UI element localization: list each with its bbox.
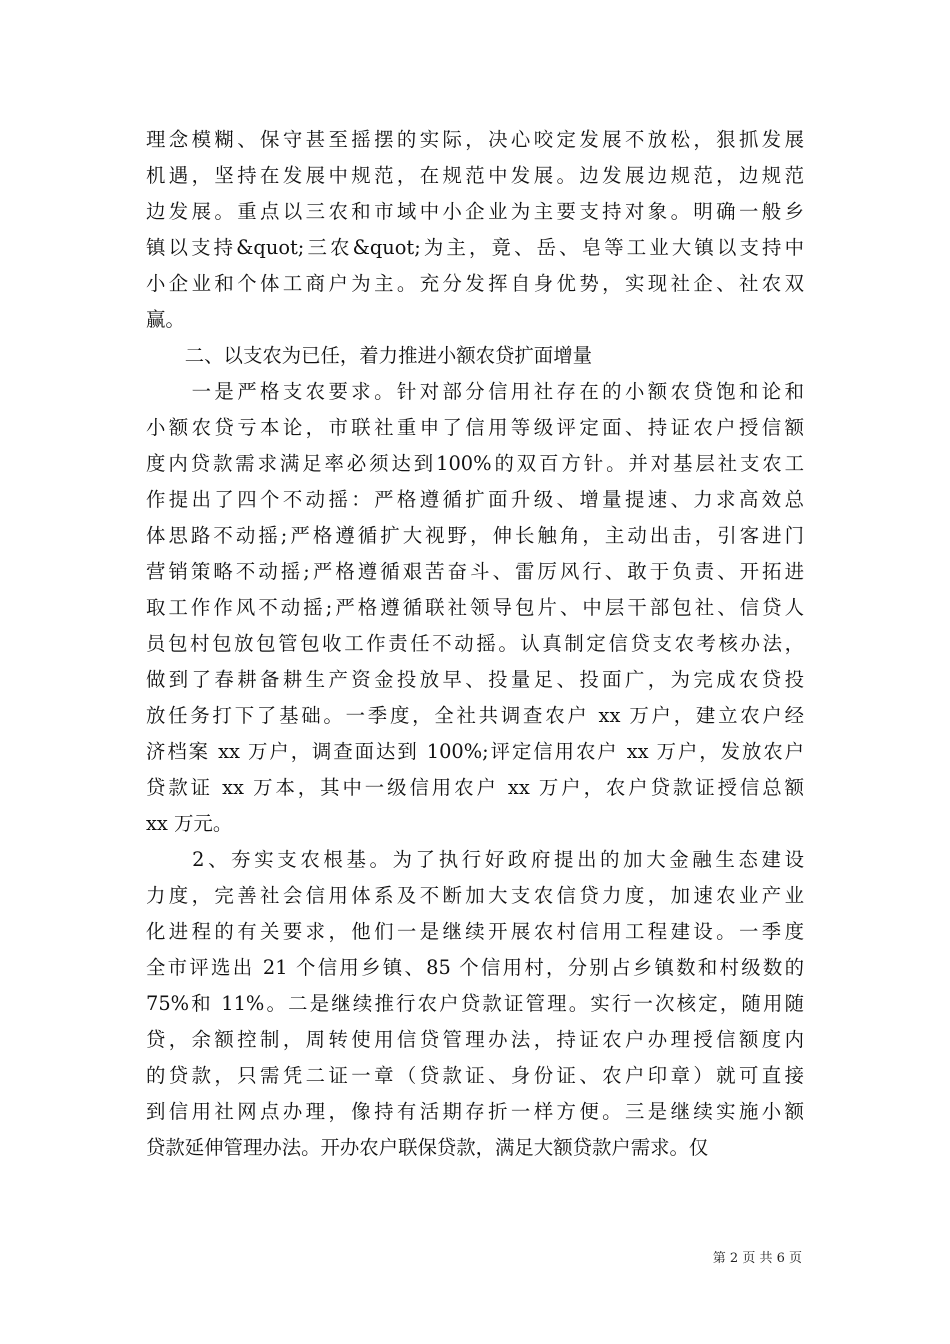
text-line: 理念模糊、保守甚至摇摆的实际，决心咬定发展不放松，狠抓发展 (146, 128, 804, 151)
text-line: 体思路不动摇;严格遵循扩大视野，伸长触角，主动出击，引客进门 (146, 524, 804, 547)
text-line: 小额农贷亏本论，市联社重申了信用等级评定面、持证农户授信额 (146, 416, 804, 439)
text-line: 济档案 xx 万户，调查面达到 100%;评定信用农户 xx 万户，发放农户 (146, 740, 804, 763)
paragraph-p3 (146, 374, 804, 842)
document-body (146, 122, 804, 1166)
text-line: 员包村包放包管包收工作责任不动摇。认真制定信贷支农考核办法， (146, 632, 804, 655)
text-line: 做到了春耕备耕生产资金投放早、投量足、投面广，为完成农贷投 (146, 668, 804, 691)
text-line: 小企业和个体工商户为主。充分发挥自身优势，实现社企、社农双 (146, 272, 804, 295)
text-line: 贷款证 xx 万本，其中一级信用农户 xx 万户，农户贷款证授信总额 (146, 776, 804, 799)
text-line: 镇以支持&quot;三农&quot;为主，竟、岳、皂等工业大镇以支持中 (146, 236, 804, 259)
text-line: 放任务打下了基础。一季度，全社共调查农户 xx 万户，建立农户经 (146, 704, 804, 727)
text-line: 营销策略不动摇;严格遵循艰苦奋斗、雷厉风行、敢于负责、开拓进 (146, 560, 804, 583)
text-line: 度内贷款需求满足率必须达到100%的双百方针。并对基层社支农工 (146, 452, 804, 475)
text-line: 贷款延伸管理办法。开办农户联保贷款，满足大额贷款户需求。仅 (146, 1136, 709, 1159)
paragraph-p1 (146, 122, 804, 338)
text-line: 边发展。重点以三农和市域中小企业为主要支持对象。明确一般乡 (146, 200, 804, 223)
text-line: 取工作作风不动摇;严格遵循联社领导包片、中层干部包社、信贷人 (146, 596, 804, 619)
text-line: 赢。 (146, 308, 185, 331)
text-line: 化进程的有关要求，他们一是继续开展农村信用工程建设。一季度 (146, 920, 804, 943)
text-line: 一是严格支农要求。针对部分信用社存在的小额农贷饱和论和 (146, 380, 804, 403)
text-line: 力度，完善社会信用体系及不断加大支农信贷力度，加速农业产业 (146, 884, 804, 907)
text-line: xx 万元。 (146, 812, 233, 835)
text-line: 机遇，坚持在发展中规范，在规范中发展。边发展边规范，边规范 (146, 164, 804, 187)
text-line: 的贷款，只需凭二证一章（贷款证、身份证、农户印章）就可直接 (146, 1064, 804, 1087)
text-line: 作提出了四个不动摇：严格遵循扩面升级、增量提速、力求高效总 (146, 488, 804, 511)
page-number: 第 2 页 共 6 页 (712, 1251, 802, 1266)
paragraph-p2 (146, 338, 804, 374)
text-line: 二、以支农为已任，着力推进小额农贷扩面增量 (146, 344, 592, 367)
text-line: 2、夯实支农根基。为了执行好政府提出的加大金融生态建设 (146, 848, 804, 871)
text-line: 贷，余额控制，周转使用信贷管理办法，持证农户办理授信额度内 (146, 1028, 804, 1051)
text-line: 75%和 11%。二是继续推行农户贷款证管理。实行一次核定，随用随 (146, 992, 804, 1015)
paragraph-p4 (146, 842, 804, 1166)
text-line: 到信用社网点办理，像持有活期存折一样方便。三是继续实施小额 (146, 1100, 804, 1123)
text-line: 全市评选出 21 个信用乡镇、85 个信用村，分别占乡镇数和村级数的 (146, 956, 804, 979)
